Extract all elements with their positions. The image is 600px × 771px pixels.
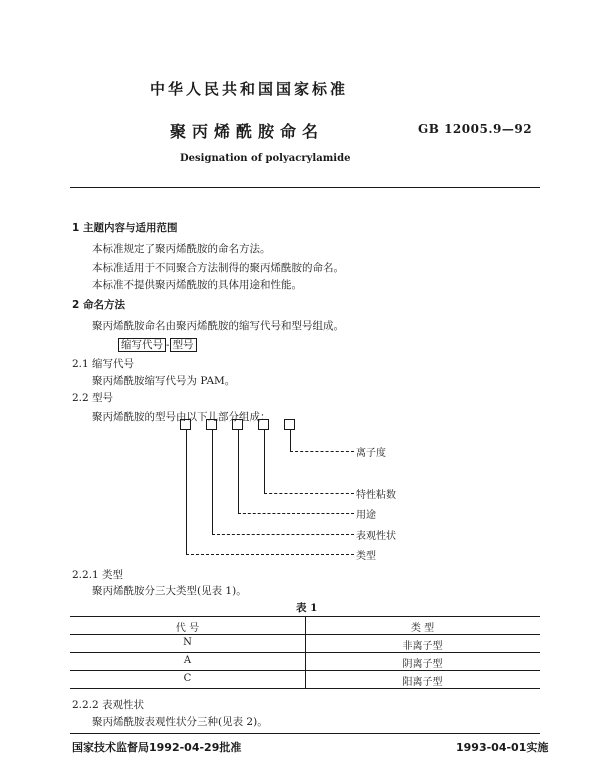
- table-bottom-rule: [70, 688, 540, 689]
- national-standard-title: 中华人民共和国国家标准: [150, 80, 349, 98]
- table-cell-type: 阳离子型: [402, 677, 443, 688]
- model-box-3: [232, 419, 243, 430]
- document-title: 聚丙烯酰胺命名: [170, 122, 325, 141]
- model-box-2: [206, 419, 217, 430]
- naming-formula: [118, 337, 197, 352]
- table-cell-code: A: [183, 655, 192, 666]
- leader-vertical-1: [186, 430, 187, 554]
- formula-abbreviation-box: 缩写代号: [118, 338, 166, 352]
- leader-horizontal-2: [212, 534, 354, 535]
- section-1-line-1: 本标准规定了聚丙烯酰胺的命名方法。: [92, 243, 271, 255]
- leader-vertical-5: [290, 430, 291, 451]
- label-type: 类型: [356, 551, 376, 562]
- section-1-line-2: 本标准适用于不同聚合方法制得的聚丙烯酰胺的命名。: [92, 262, 344, 274]
- model-box-1: [180, 419, 191, 430]
- section-2-1-heading: 2.1 缩写代号: [72, 358, 135, 370]
- table-cell-type: 非离子型: [402, 641, 443, 652]
- table-cell-type: 阴离子型: [402, 659, 443, 670]
- effective-date: 1993-04-01实施: [456, 741, 549, 754]
- model-box-4: [258, 419, 269, 430]
- section-2-2-1-text: 聚丙烯酰胺分三大类型(见表 1)。: [92, 585, 247, 597]
- header-rule: [70, 187, 540, 188]
- standard-code: GB 12005.9—92: [418, 122, 533, 136]
- table-cell-code: N: [183, 637, 192, 648]
- section-2-2-1-heading: 2.2.1 类型: [72, 569, 124, 581]
- table-1-caption: 表 1: [296, 602, 318, 614]
- leader-horizontal-1: [186, 554, 354, 555]
- leader-horizontal-3: [238, 513, 354, 514]
- section-2-intro: 聚丙烯酰胺命名由聚丙烯酰胺的缩写代号和型号组成。: [92, 320, 344, 332]
- section-2-2-text: 聚丙烯酰胺的型号由以下儿部分组成：: [92, 411, 271, 423]
- section-1-heading: 1 主题内容与适用范围: [72, 222, 178, 234]
- table-header-code: 代 号: [175, 623, 200, 634]
- label-intrinsic-viscosity: 特性粘数: [356, 490, 396, 501]
- section-2-2-2-heading: 2.2.2 表观性状: [72, 699, 145, 711]
- formula-model-box: 型号: [170, 338, 197, 352]
- leader-vertical-3: [238, 430, 239, 513]
- leader-vertical-2: [212, 430, 213, 534]
- section-2-heading: 2 命名方法: [72, 299, 125, 311]
- label-appearance: 表观性状: [356, 531, 396, 542]
- approval-date: 国家技术监督局1992-04-29批准: [72, 741, 242, 754]
- section-1-line-3: 本标准不提供聚丙烯酰胺的具体用途和性能。: [92, 279, 302, 291]
- formula-separator: -: [166, 339, 170, 351]
- section-2-1-text: 聚丙烯酰胺缩写代号为 PAM。: [92, 375, 236, 387]
- footer-rule: [70, 733, 540, 734]
- english-title: Designation of polyacrylamide: [180, 153, 351, 164]
- leader-horizontal-5: [290, 451, 354, 452]
- table-header-type: 类 型: [410, 623, 435, 634]
- label-ionicity: 离子度: [356, 448, 386, 459]
- label-application: 用途: [356, 510, 376, 521]
- leader-vertical-4: [264, 430, 265, 493]
- table-cell-code: C: [183, 673, 192, 684]
- model-box-5: [284, 419, 295, 430]
- section-2-2-2-text: 聚丙烯酰胺表观性状分三种(见表 2)。: [92, 716, 268, 728]
- leader-horizontal-4: [264, 493, 354, 494]
- section-2-2-heading: 2.2 型号: [72, 392, 114, 404]
